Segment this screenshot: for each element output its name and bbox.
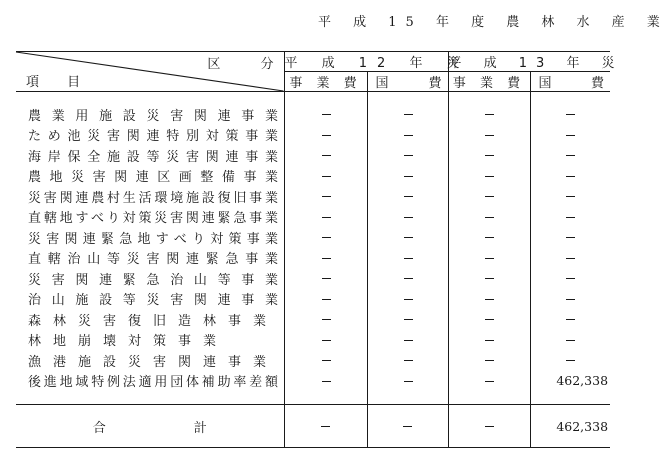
total-row — [16, 405, 610, 448]
row-value-v4 — [530, 248, 610, 269]
row-label: 海岸保全施設等災害関連事業 — [16, 145, 284, 166]
budget-table — [16, 51, 624, 448]
subheader-national-cost-h12: 国 費 — [367, 72, 448, 92]
row-value-v4 — [530, 309, 610, 330]
row-value-v1 — [284, 289, 367, 310]
table-row — [16, 166, 610, 187]
row-value-v1 — [284, 371, 367, 392]
row-value-v2 — [367, 186, 448, 207]
row-value-v2 — [367, 104, 448, 125]
row-value-v1 — [284, 145, 367, 166]
row-value-v4 — [530, 268, 610, 289]
row-value-v3 — [448, 104, 530, 125]
row-value-v3 — [448, 227, 530, 248]
row-value-v2 — [367, 227, 448, 248]
table-row — [16, 350, 610, 371]
item-label: 項 目 — [26, 75, 93, 90]
gap-row — [16, 391, 610, 405]
table-row — [16, 145, 610, 166]
row-label: 農業用施設災害関連事業 — [16, 104, 284, 125]
spacer-row — [16, 92, 610, 105]
row-label: 林地崩壊対策事業 — [16, 330, 284, 351]
total-value-h13-national: 462,338 — [530, 405, 610, 448]
row-value-v3 — [448, 371, 530, 392]
row-value-v3 — [448, 166, 530, 187]
row-value-v1 — [284, 207, 367, 228]
row-value-v2 — [367, 166, 448, 187]
row-value-v2 — [367, 145, 448, 166]
row-value-v4 — [530, 125, 610, 146]
row-value-v2 — [367, 125, 448, 146]
row-value-v4 — [530, 330, 610, 351]
table-row — [16, 125, 610, 146]
row-value-v1 — [284, 248, 367, 269]
row-value-v1 — [284, 166, 367, 187]
subheader-project-cost-h13: 事 業 費 — [448, 72, 530, 92]
row-value-v2 — [367, 248, 448, 269]
row-value-v3 — [448, 309, 530, 330]
table-row — [16, 227, 610, 248]
row-value-v3 — [448, 268, 530, 289]
row-label: ため池災害関連特別対策事業 — [16, 125, 284, 146]
row-value-v3 — [448, 248, 530, 269]
row-value-v1 — [284, 125, 367, 146]
subheader-national-cost-h13: 国 費 — [530, 72, 610, 92]
row-label: 森林災害復旧造林事業 — [16, 309, 284, 330]
row-value-v3 — [448, 330, 530, 351]
row-label: 後進地域特例法適用団体補助率差額 — [16, 371, 284, 392]
row-label: 災害関連緊急地すべり対策事業 — [16, 227, 284, 248]
table-body — [16, 104, 610, 391]
row-value-v2 — [367, 289, 448, 310]
row-value-v2 — [367, 350, 448, 371]
diagonal-header-cell — [16, 52, 292, 92]
row-value-v4 — [530, 350, 610, 371]
table-row — [16, 371, 610, 392]
row-value-v4 — [530, 289, 610, 310]
table-row — [16, 309, 610, 330]
total-value-h13-project — [448, 405, 530, 448]
row-value-v4 — [530, 207, 610, 228]
row-value-v1 — [284, 104, 367, 125]
total-label: 合 計 — [16, 405, 284, 448]
table-row — [16, 186, 610, 207]
row-label: 漁港施設災害関連事業 — [16, 350, 284, 371]
table-row — [16, 268, 610, 289]
row-value-v1 — [284, 186, 367, 207]
table-row — [16, 248, 610, 269]
row-label: 災害関連農村生活環境施設復旧事業 — [16, 186, 284, 207]
row-value-v4 — [530, 104, 610, 125]
row-value-v3 — [448, 145, 530, 166]
page-header: 平 成 15 年 度 農 林 水 産 業 — [318, 15, 669, 30]
row-value-v1 — [284, 330, 367, 351]
year-header-h12: 平 成 12 年 災 — [284, 52, 448, 72]
row-label: 直轄治山等災害関連緊急事業 — [16, 248, 284, 269]
row-value-v2 — [367, 309, 448, 330]
row-value-v1 — [284, 268, 367, 289]
total-value-h12-project — [284, 405, 367, 448]
row-value-v3 — [448, 186, 530, 207]
row-label: 直轄地すべり対策災害関連緊急事業 — [16, 207, 284, 228]
row-value-v1 — [284, 309, 367, 330]
row-value-v4 — [530, 166, 610, 187]
table-row — [16, 207, 610, 228]
row-value-v4 — [530, 145, 610, 166]
total-value-h12-national — [367, 405, 448, 448]
row-label: 災害関連緊急治山等事業 — [16, 268, 284, 289]
row-value-v4: 462,338 — [556, 373, 609, 389]
row-value-v2 — [367, 268, 448, 289]
row-value-v1 — [284, 350, 367, 371]
row-value-v3 — [448, 350, 530, 371]
row-value-v2 — [367, 207, 448, 228]
row-value-v4 — [530, 227, 610, 248]
table-row — [16, 104, 610, 125]
row-value-v3 — [448, 289, 530, 310]
table-row — [16, 330, 610, 351]
row-value-v2 — [367, 371, 448, 392]
header-row-years — [16, 52, 610, 72]
division-label: 区 分 — [207, 57, 292, 72]
row-label: 治山施設等災害関連事業 — [16, 289, 284, 310]
row-value-v3 — [448, 125, 530, 146]
row-label: 農地災害関連区画整備事業 — [16, 166, 284, 187]
row-value-v4 — [530, 186, 610, 207]
year-header-h13: 平 成 13 年 災 — [448, 52, 610, 72]
row-value-v3 — [448, 207, 530, 228]
subheader-project-cost-h12: 事 業 費 — [284, 72, 367, 92]
row-value-v1 — [284, 227, 367, 248]
row-value-v2 — [367, 330, 448, 351]
table-row — [16, 289, 610, 310]
